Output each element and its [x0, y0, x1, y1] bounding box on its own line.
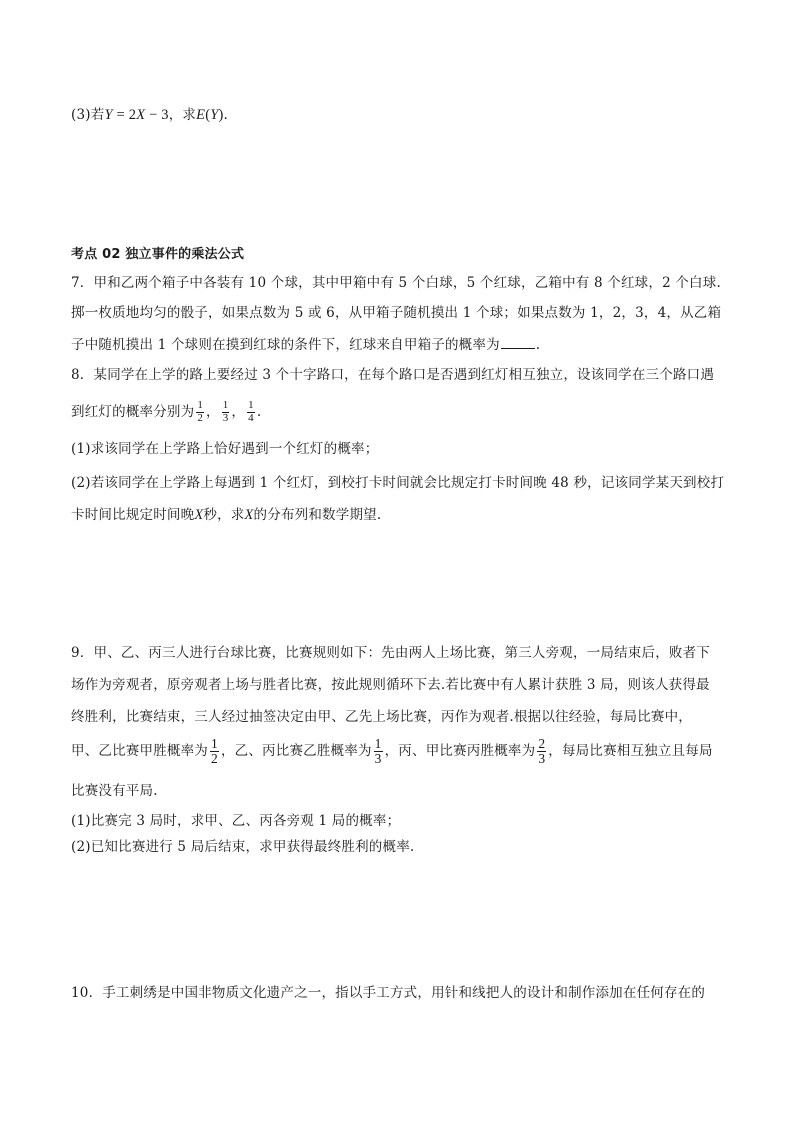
var-x: X — [136, 107, 146, 123]
var-y-2: Y — [210, 107, 219, 123]
fraction-one-third: $\frac{1}{3}$ — [222, 399, 229, 424]
q6-part3 — [71, 106, 228, 124]
eq-sign: = 2 — [112, 107, 137, 123]
q7-line3-text: 子中随机摸出 1 个球则在摸到红球的条件下，红球来自甲箱子的概率为 — [71, 337, 500, 353]
q9-line4: 甲、乙比赛甲胜概率为 $\frac{1}{2}$ ，乙、丙比赛乙胜概率为 $\frac{1}{3}$ ，丙、甲比赛丙胜概率为 $\frac{2}{3}$ ，每局比赛相互独立且每局 — [71, 735, 713, 766]
q9-part2: (2)已知比赛进行 5 局后结束，求甲获得最终胜利的概率. — [71, 839, 415, 855]
q8-line2-end: . — [256, 404, 262, 420]
minus-three: − 3 — [145, 107, 169, 123]
q8-line1: 8．某同学在上学的路上要经过 3 个十字路口，在每个路口是否遇到红灯相互独立，设该同学在三个路口遇 — [71, 367, 715, 383]
var-y: Y — [104, 107, 113, 123]
var-x: X — [194, 507, 204, 523]
q8-part2-line1: (2)若该同学在上学路上每遇到 1 个红灯，到校打卡时间就会比规定打卡时间晚 48 秒，记该同学某天到校打 — [71, 475, 725, 491]
fraction-one-quarter: $\frac{1}{4}$ — [248, 399, 254, 424]
var-x: X — [244, 507, 254, 523]
q7-line3-end: . — [535, 337, 541, 353]
answer-blank — [501, 334, 535, 349]
fraction-one-third: $\frac{1}{3}$ — [374, 735, 382, 766]
q7-line3 — [71, 334, 540, 354]
separator: ， — [206, 404, 220, 420]
q9-part1: (1)比赛完 3 局时，求甲、乙、丙各旁观 1 局的概率； — [71, 813, 401, 829]
q8-part2-line2: 卡时间比规定时间晚X秒，求X的分布列和数学期望. — [71, 507, 382, 523]
q9-line3: 终胜利，比赛结束，三人经过抽签决定由甲、乙先上场比赛，丙作为观者.根据以往经验，每局比赛中， — [71, 709, 692, 725]
q7-line1: 7．甲和乙两个箱子中各装有 10 个球，其中甲箱中有 5 个白球，5 个红球，乙箱中有 8 个红球，2 个白球. — [71, 275, 721, 291]
q8-part1: (1)求该同学在上学路上恰好遇到一个红灯的概率； — [71, 441, 379, 457]
paren-open: ( — [205, 107, 211, 123]
q7-line2: 掷一枚质地均匀的骰子，如果点数为 5 或 6，从甲箱子随机摸出 1 个球；如果点数为 1，2，3，4，从乙箱 — [71, 305, 722, 321]
fraction-two-thirds: $\frac{2}{3}$ — [538, 735, 546, 766]
separator: ， — [231, 404, 246, 420]
q10-line1: 10．手工刺绣是中国非物质文化遗产之一，指以手工方式，用针和线把人的设计和制作添加在任何存在的 — [71, 985, 706, 1001]
q6-part3-end: . — [223, 107, 229, 123]
q9-line5: 比赛没有平局. — [71, 783, 158, 799]
fraction-one-half: $\frac{1}{2}$ — [197, 399, 204, 424]
section-title: 考点 02 独立事件的乘法公式 — [71, 247, 245, 262]
q8-line2 — [71, 398, 261, 426]
paren-close: ) — [218, 107, 224, 123]
q6-part3-mid: ，求 — [168, 107, 197, 123]
fraction-one-half: $\frac{1}{2}$ — [211, 735, 218, 766]
q8-line2-prefix: 到红灯的概率分别为 — [71, 404, 195, 420]
q9-line1: 9．甲、乙、丙三人进行台球比赛，比赛规则如下：先由两人上场比赛，第三人旁观，一局结束后，败者下 — [71, 645, 710, 661]
expectation-e: E — [196, 107, 206, 123]
q9-line2: 场作为旁观者，原旁观者上场与胜者比赛，按此规则循环下去.若比赛中有人累计获胜 3 局，则该人获得最 — [71, 677, 710, 693]
q6-part3-prefix: (3)若 — [71, 107, 105, 123]
